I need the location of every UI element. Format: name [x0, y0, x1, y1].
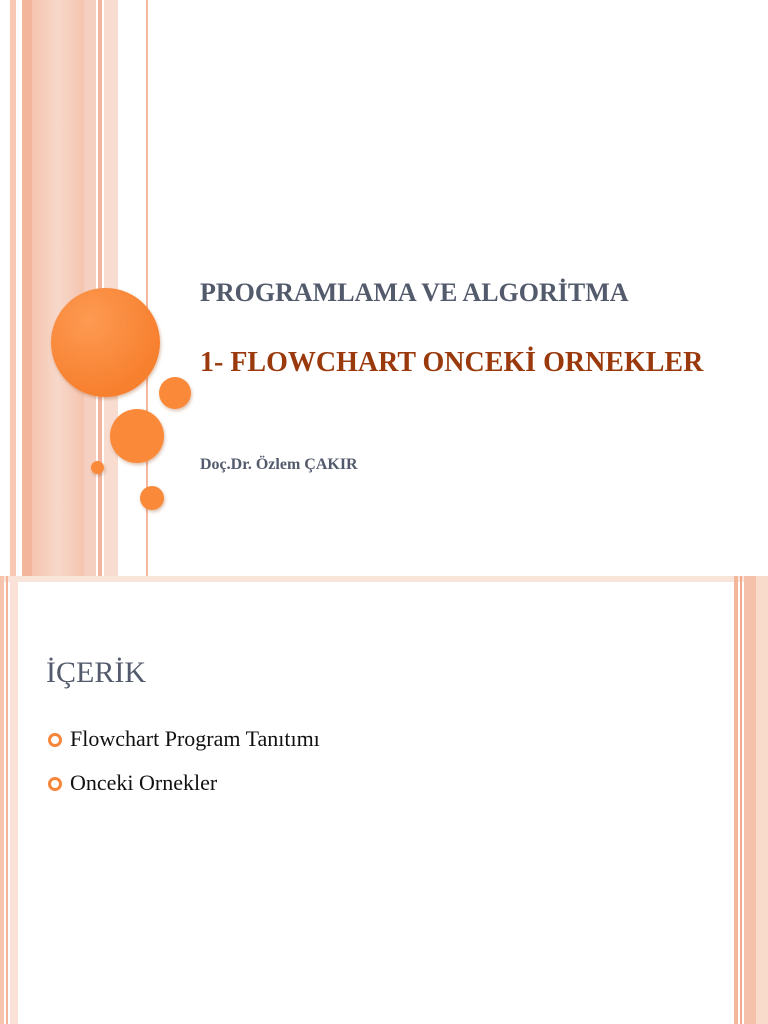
decor-stripe — [6, 576, 8, 1024]
decor-stripe — [740, 576, 742, 1024]
slide-title: PROGRAMLAMA VE ALGORİTMA — [200, 278, 629, 307]
decor-circle-large — [51, 288, 160, 397]
contents-list — [46, 724, 320, 812]
decor-stripe — [0, 576, 4, 1024]
slide-subtitle: 1- FLOWCHART ONCEKİ ORNEKLER — [200, 347, 704, 378]
decor-circle-small — [159, 377, 191, 409]
decor-stripe — [10, 0, 16, 576]
decor-stripe — [10, 576, 18, 1024]
list-item-label: Flowchart Program Tanıtımı — [70, 726, 320, 751]
circle-bullet-icon — [48, 777, 62, 791]
decor-circle-small — [140, 486, 164, 510]
circle-bullet-icon — [48, 733, 62, 747]
decor-stripe — [22, 0, 32, 576]
decor-top-band — [0, 576, 768, 582]
list-item-label: Onceki Ornekler — [70, 770, 218, 795]
decor-stripe — [744, 576, 756, 1024]
decor-stripe — [756, 576, 768, 1024]
list-item — [46, 768, 320, 812]
author-name: Doç.Dr. Özlem ÇAKIR — [200, 456, 358, 473]
decor-circle-tiny — [91, 461, 104, 474]
contents-slide — [0, 576, 768, 1024]
contents-heading: İÇERİK — [46, 656, 146, 689]
decor-circle-medium — [110, 409, 164, 463]
list-item — [46, 724, 320, 768]
decor-stripe — [32, 0, 84, 576]
decor-stripe — [734, 576, 738, 1024]
